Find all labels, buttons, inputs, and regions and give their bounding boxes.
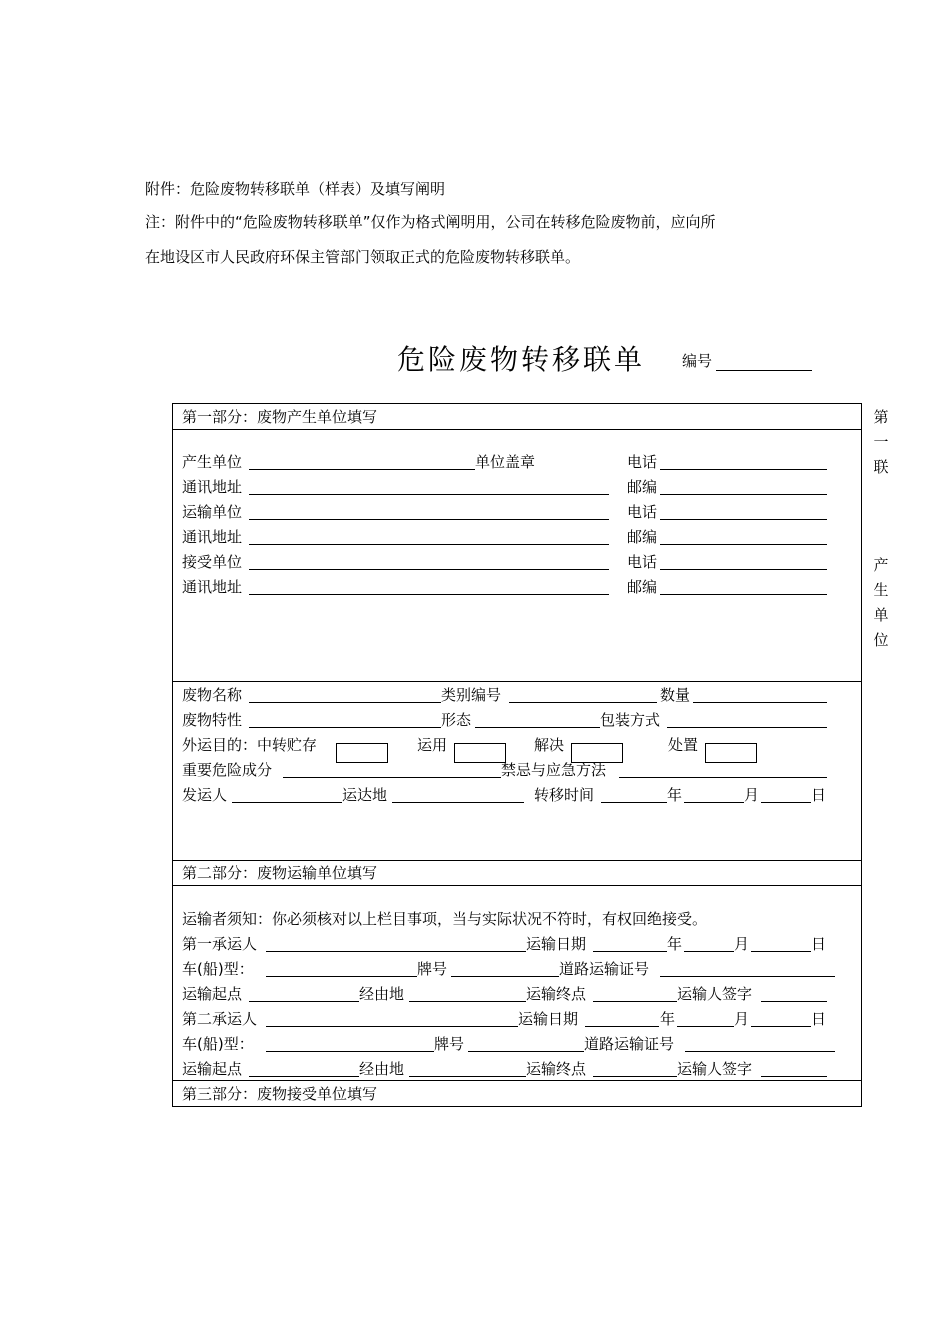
quantity-label: 数量: [660, 686, 691, 704]
packaging-field[interactable]: [667, 727, 827, 728]
storage-checkbox[interactable]: [336, 743, 388, 763]
transfer-day-field[interactable]: [761, 802, 811, 803]
end2-label: 运输终点: [526, 1060, 587, 1078]
taboo-label: 禁忌与应急方法: [501, 761, 607, 779]
divider: [173, 860, 861, 861]
transporter-field[interactable]: [249, 519, 609, 520]
side-char-2: 一: [873, 433, 889, 451]
transfer-month-field[interactable]: [684, 802, 744, 803]
plate2-label: 牌号: [434, 1035, 465, 1053]
carrier2-date-label: 运输日期: [518, 1010, 579, 1028]
carrier1-year-field[interactable]: [593, 951, 667, 952]
use-label: 运用: [417, 736, 448, 754]
divider: [173, 681, 861, 682]
waste-property-field[interactable]: [249, 727, 441, 728]
form-title: 危险废物转移联单: [397, 343, 646, 376]
road-permit1-field[interactable]: [660, 976, 835, 977]
road-permit2-label: 道路运输证号: [584, 1035, 675, 1053]
producer-address-label: 通讯地址: [182, 478, 243, 496]
carrier2-month-field[interactable]: [677, 1026, 734, 1027]
plate2-field[interactable]: [468, 1051, 584, 1052]
transfer-form: [172, 403, 862, 1107]
part2-header: 第二部分：废物运输单位填写: [182, 864, 378, 882]
waste-name-label: 废物名称: [182, 686, 243, 704]
resolve-label: 解决: [534, 736, 565, 754]
serial-blank[interactable]: [716, 355, 812, 371]
producer-address-field[interactable]: [249, 494, 609, 495]
plate1-label: 牌号: [417, 960, 448, 978]
resolve-checkbox[interactable]: [571, 743, 623, 763]
via1-field[interactable]: [409, 1001, 526, 1002]
carrier2-day-label: 日: [811, 1010, 827, 1028]
vehicle2-label: 车(船)型：: [182, 1035, 254, 1053]
seal-label: 单位盖章: [475, 453, 536, 471]
carrier1-year-label: 年: [667, 935, 683, 953]
taboo-field[interactable]: [619, 777, 827, 778]
receiver-phone-label: 电话: [627, 553, 658, 571]
serial-number: [682, 350, 812, 371]
transporter-label: 运输单位: [182, 503, 243, 521]
transport-notice: 运输者须知：你必须核对以上栏目事项，当与实际状况不符时，有权回绝接受。: [182, 910, 708, 928]
receiver-address-field[interactable]: [249, 594, 609, 595]
use-checkbox[interactable]: [454, 743, 506, 763]
end1-label: 运输终点: [526, 985, 587, 1003]
side-char-6: 单: [873, 606, 889, 624]
receiver-phone-field[interactable]: [660, 569, 827, 570]
start2-label: 运输起点: [182, 1060, 243, 1078]
note-line-1: 注：附件中的“危险废物转移联单”仅作为格式阐明用，公司在转移危险废物前，应向所: [145, 213, 716, 231]
year-label: 年: [667, 786, 683, 804]
note-line-2: 在地设区市人民政府环保主管部门领取正式的危险废物转移联单。: [145, 248, 581, 266]
month-label: 月: [744, 786, 760, 804]
destination-field[interactable]: [392, 802, 524, 803]
transfer-year-field[interactable]: [601, 802, 667, 803]
carrier1-month-label: 月: [734, 935, 750, 953]
side-char-5: 生: [873, 581, 889, 599]
producer-postcode-label: 邮编: [627, 478, 658, 496]
hazard-component-field[interactable]: [283, 777, 501, 778]
divider: [173, 885, 861, 886]
start1-field[interactable]: [249, 1001, 359, 1002]
category-code-label: 类别编号: [441, 686, 502, 704]
side-char-4: 产: [873, 556, 889, 574]
carrier1-label: 第一承运人: [182, 935, 258, 953]
receiver-label: 接受单位: [182, 553, 243, 571]
signature2-field[interactable]: [761, 1076, 827, 1077]
carrier2-label: 第二承运人: [182, 1010, 258, 1028]
shipper-field[interactable]: [232, 802, 342, 803]
producer-field[interactable]: [249, 469, 475, 470]
transporter-phone-label: 电话: [627, 503, 658, 521]
divider: [173, 429, 861, 430]
vehicle2-field[interactable]: [266, 1051, 434, 1052]
plate1-field[interactable]: [451, 976, 559, 977]
carrier2-day-field[interactable]: [751, 1026, 811, 1027]
via1-label: 经由地: [359, 985, 405, 1003]
day-label: 日: [811, 786, 827, 804]
transfer-time-label: 转移时间: [534, 786, 595, 804]
carrier1-day-field[interactable]: [751, 951, 811, 952]
signature1-field[interactable]: [761, 1001, 827, 1002]
form-label: 形态: [441, 711, 472, 729]
signature1-label: 运输人签字: [677, 985, 753, 1003]
transporter-phone-field[interactable]: [660, 519, 827, 520]
producer-phone-field[interactable]: [660, 469, 827, 470]
disposal-checkbox[interactable]: [705, 743, 757, 763]
divider: [173, 1080, 861, 1081]
start2-field[interactable]: [249, 1076, 359, 1077]
purpose-label: 外运目的：中转贮存: [182, 736, 318, 754]
via2-field[interactable]: [409, 1076, 526, 1077]
road-permit2-field[interactable]: [685, 1051, 835, 1052]
waste-name-field[interactable]: [249, 702, 441, 703]
vehicle1-label: 车(船)型：: [182, 960, 254, 978]
signature2-label: 运输人签字: [677, 1060, 753, 1078]
producer-postcode-field[interactable]: [660, 494, 827, 495]
producer-label: 产生单位: [182, 453, 243, 471]
disposal-label: 处置: [668, 736, 699, 754]
carrier2-year-label: 年: [660, 1010, 676, 1028]
transporter-address-field[interactable]: [249, 544, 609, 545]
part3-header: 第三部分：废物接受单位填写: [182, 1085, 378, 1103]
via2-label: 经由地: [359, 1060, 405, 1078]
start1-label: 运输起点: [182, 985, 243, 1003]
receiver-field[interactable]: [249, 569, 609, 570]
carrier1-month-field[interactable]: [684, 951, 734, 952]
receiver-address-label: 通讯地址: [182, 578, 243, 596]
attachment-title: 附件：危险废物转移联单（样表）及填写阐明: [145, 180, 446, 198]
road-permit1-label: 道路运输证号: [559, 960, 650, 978]
side-char-7: 位: [873, 631, 889, 649]
part1-header: 第一部分：废物产生单位填写: [182, 408, 378, 426]
form-field[interactable]: [475, 727, 600, 728]
carrier2-month-label: 月: [734, 1010, 750, 1028]
transporter-postcode-label: 邮编: [627, 528, 658, 546]
side-char-3: 联: [873, 458, 889, 476]
producer-phone-label: 电话: [627, 453, 658, 471]
waste-property-label: 废物特性: [182, 711, 243, 729]
transporter-address-label: 通讯地址: [182, 528, 243, 546]
packaging-label: 包装方式: [600, 711, 661, 729]
destination-label: 运达地: [342, 786, 388, 804]
end1-field[interactable]: [593, 1001, 677, 1002]
quantity-field[interactable]: [693, 702, 827, 703]
vehicle1-field[interactable]: [266, 976, 417, 977]
carrier1-field[interactable]: [266, 951, 526, 952]
receiver-postcode-field[interactable]: [660, 594, 827, 595]
shipper-label: 发运人: [182, 786, 228, 804]
category-code-field[interactable]: [509, 702, 657, 703]
carrier1-date-label: 运输日期: [526, 935, 587, 953]
receiver-postcode-label: 邮编: [627, 578, 658, 596]
carrier2-field[interactable]: [266, 1026, 518, 1027]
carrier1-day-label: 日: [811, 935, 827, 953]
carrier2-year-field[interactable]: [585, 1026, 659, 1027]
serial-label: 编号: [682, 352, 713, 370]
transporter-postcode-field[interactable]: [660, 544, 827, 545]
end2-field[interactable]: [593, 1076, 677, 1077]
side-char-1: 第: [873, 408, 889, 426]
hazard-component-label: 重要危险成分: [182, 761, 273, 779]
